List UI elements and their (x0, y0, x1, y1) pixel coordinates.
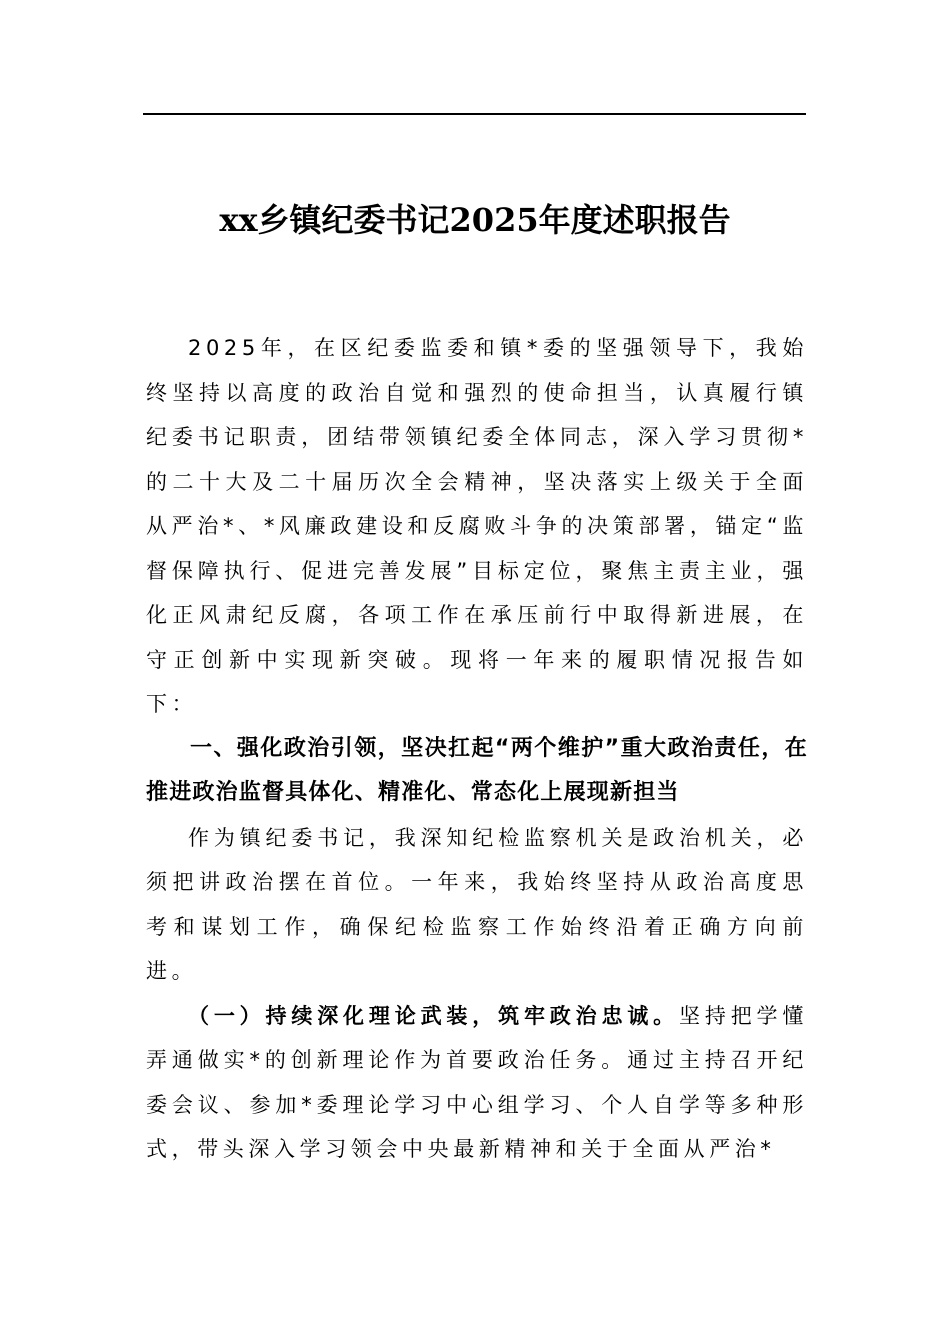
subsection-1-paragraph (146, 994, 808, 1172)
subsection-1-heading: （一）持续深化理论武装，筑牢政治忠诚。 (188, 1003, 680, 1028)
subsection-1-text: 坚持把学懂弄通做实*的创新理论作为首要政治任务。通过主持召开纪委会议、参加*委理论学习中心组学习、个人自学等多种形式，带头深入学习领会中央最新精神和关于全面从严治* (146, 1003, 809, 1161)
document-body (146, 326, 808, 1172)
section-heading-1: 一、强化政治引领，坚决扛起“两个维护”重大政治责任，在推进政治监督具体化、精准化、常态化上展现新担当 (146, 735, 808, 805)
section-1-intro-paragraph: 作为镇纪委书记，我深知纪检监察机关是政治机关，必须把讲政治摆在首位。一年来，我始终坚持从政治高度思考和谋划工作，确保纪检监察工作始终沿着正确方向前进。 (146, 825, 808, 983)
document-title: xx乡镇纪委书记2025年度述职报告 (219, 201, 731, 239)
intro-paragraph: 2025年，在区纪委监委和镇*委的坚强领导下，我始终坚持以高度的政治自觉和强烈的使命担当，认真履行镇纪委书记职责，团结带领镇纪委全体同志，深入学习贯彻*的二十大及二十届历次全会精神，坚决落实上级关于全面从严治*、*风廉政建设和反腐败斗争的决策部署，锚定“监督保障执行、促进完善发展”目标定位，聚焦主责主业，强化正风肃纪反腐，各项工作在承压前行中取得新进展，在守正创新中实现新突破。现将一年来的履职情况报告如下： (146, 336, 808, 716)
header-rule (143, 113, 806, 115)
